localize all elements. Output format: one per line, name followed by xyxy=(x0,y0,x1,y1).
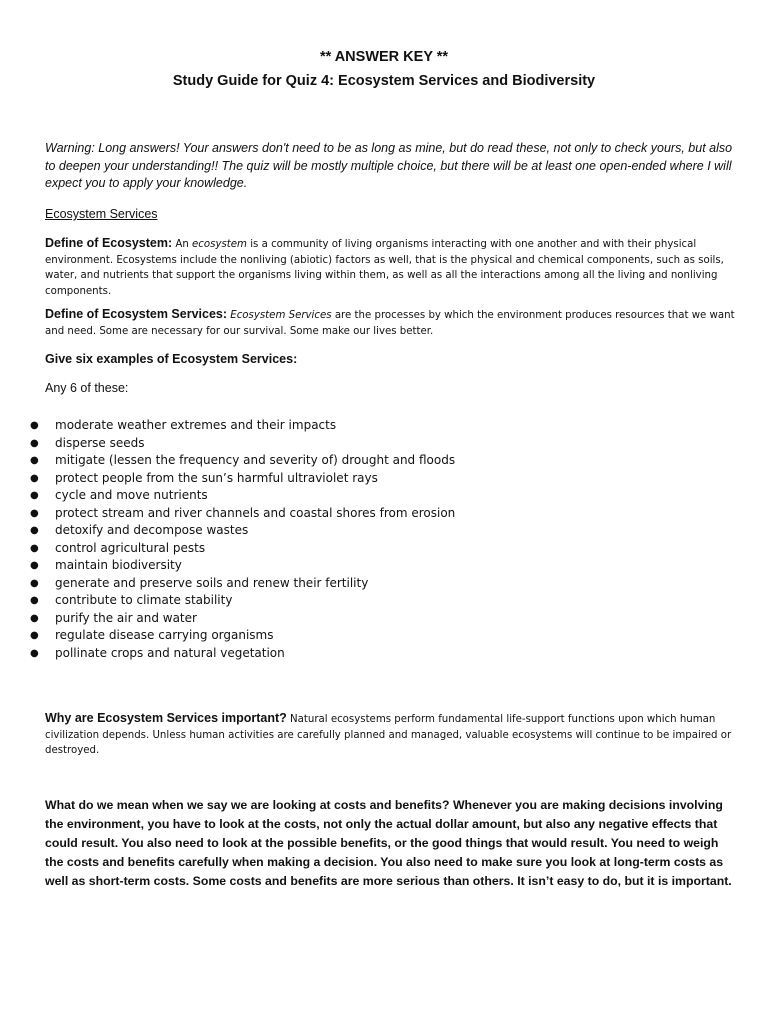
list-item-text: contribute to climate stability xyxy=(55,593,233,607)
section-heading-ecosystem-services: Ecosystem Services xyxy=(45,207,158,221)
list-item-text: purify the air and water xyxy=(55,610,197,625)
bullet-icon: ● xyxy=(30,525,39,536)
list-item xyxy=(0,540,455,558)
list-item-text: regulate disease carrying organisms xyxy=(55,628,274,642)
costs-benefits-label: What do we mean when we say we are looking at costs and benefits? xyxy=(45,798,450,812)
list-item-text: generate and preserve soils and renew their fertility xyxy=(55,575,369,590)
list-item xyxy=(0,645,455,663)
examples-list xyxy=(0,417,455,662)
list-item xyxy=(0,557,455,575)
define-services-term: Ecosystem Services xyxy=(227,310,332,321)
bullet-icon: ● xyxy=(30,420,39,431)
define-ecosystem-term: ecosystem xyxy=(192,239,247,250)
page-title: Study Guide for Quiz 4: Ecosystem Services and Biodiversity xyxy=(172,73,596,89)
list-item-text: cycle and move nutrients xyxy=(55,488,208,502)
costs-benefits-paragraph xyxy=(45,796,735,891)
list-item xyxy=(0,592,455,610)
bullet-icon: ● xyxy=(30,472,39,484)
list-item-text: protect stream and river channels and coastal shores from erosion xyxy=(55,505,456,520)
why-important-paragraph xyxy=(45,711,735,759)
list-item-text: detoxify and decompose wastes xyxy=(55,523,249,537)
list-item xyxy=(0,417,455,435)
list-item xyxy=(0,627,455,645)
define-ecosystem-pre: An xyxy=(172,239,193,250)
bullet-icon: ● xyxy=(30,507,39,519)
list-item-text: moderate weather extremes and their impacts xyxy=(55,418,337,432)
list-item-text: protect people from the sun’s harmful ultraviolet rays xyxy=(55,470,378,485)
list-item xyxy=(0,487,455,505)
bullet-icon: ● xyxy=(30,455,39,466)
warning-note: Warning: Long answers! Your answers don't need to be as long as mine, but do read these, not only to check yours, but also to deepen your understanding!! The quiz will be mostly multiple choice, but there will be at least one open-ended where I will expect you to apply your knowledge. xyxy=(45,141,733,190)
examples-instruction: Any 6 of these: xyxy=(45,381,129,395)
examples-question: Give six examples of Ecosystem Services: xyxy=(45,352,298,366)
list-item xyxy=(0,610,455,628)
list-item-text: mitigate (lessen the frequency and severity of) drought and floods xyxy=(55,453,456,467)
list-item-text: disperse seeds xyxy=(55,435,145,450)
define-ecosystem-paragraph xyxy=(45,236,735,299)
list-item-text: maintain biodiversity xyxy=(55,558,182,572)
list-item xyxy=(0,435,455,453)
define-ecosystem-label: Define of Ecosystem: xyxy=(45,236,173,250)
bullet-icon: ● xyxy=(30,595,39,606)
list-item xyxy=(0,505,455,523)
bullet-icon: ● xyxy=(30,577,39,589)
list-item xyxy=(0,470,455,488)
bullet-icon: ● xyxy=(30,612,39,624)
define-services-label: Define of Ecosystem Services: xyxy=(45,307,228,321)
define-ecosystem-body: is a community of living organisms interacting with one another and with their physical environment. Ecosystems include the nonliving (abiotic) factors as well, that is the physical and chemical components, such as soils, water, and nutrients that support the organisms living within them, as well as all the interactions among all the living and nonliving components. xyxy=(45,239,724,297)
bullet-icon: ● xyxy=(30,560,39,571)
costs-benefits-body: Whenever you are making decisions involving the environment, you have to look at the costs, not only the actual dollar amount, but also any negative effects that could result. You also need to look at the possible benefits, or the good things that would result. You need to weigh the costs and benefits carefully when making a decision. You also need to make sure you look at long-term costs as well as short-term costs. Some costs and benefits are more serious than others. It isn’t easy to do, but it is important. xyxy=(45,798,732,888)
bullet-icon: ● xyxy=(30,647,39,659)
define-services-body: are the processes by which the environment produces resources that we want and need. Some are necessary for our survival. Some make our lives better. xyxy=(45,310,735,337)
bullet-icon: ● xyxy=(30,490,39,501)
list-item xyxy=(0,522,455,540)
bullet-icon: ● xyxy=(30,630,39,641)
answer-key-heading: ** ANSWER KEY ** xyxy=(319,49,449,65)
bullet-icon: ● xyxy=(30,542,39,554)
list-item xyxy=(0,575,455,593)
list-item xyxy=(0,452,455,470)
list-item-text: pollinate crops and natural vegetation xyxy=(55,645,285,660)
why-important-label: Why are Ecosystem Services important? xyxy=(45,711,287,725)
define-services-paragraph xyxy=(45,307,735,339)
list-item-text: control agricultural pests xyxy=(55,540,206,555)
why-important-body: Natural ecosystems perform fundamental life-support functions upon which human civilization depends. Unless human activities are carefully planned and managed, valuable ecosystems will continue to be impaired or destroyed. xyxy=(45,714,732,756)
bullet-icon: ● xyxy=(30,437,39,449)
